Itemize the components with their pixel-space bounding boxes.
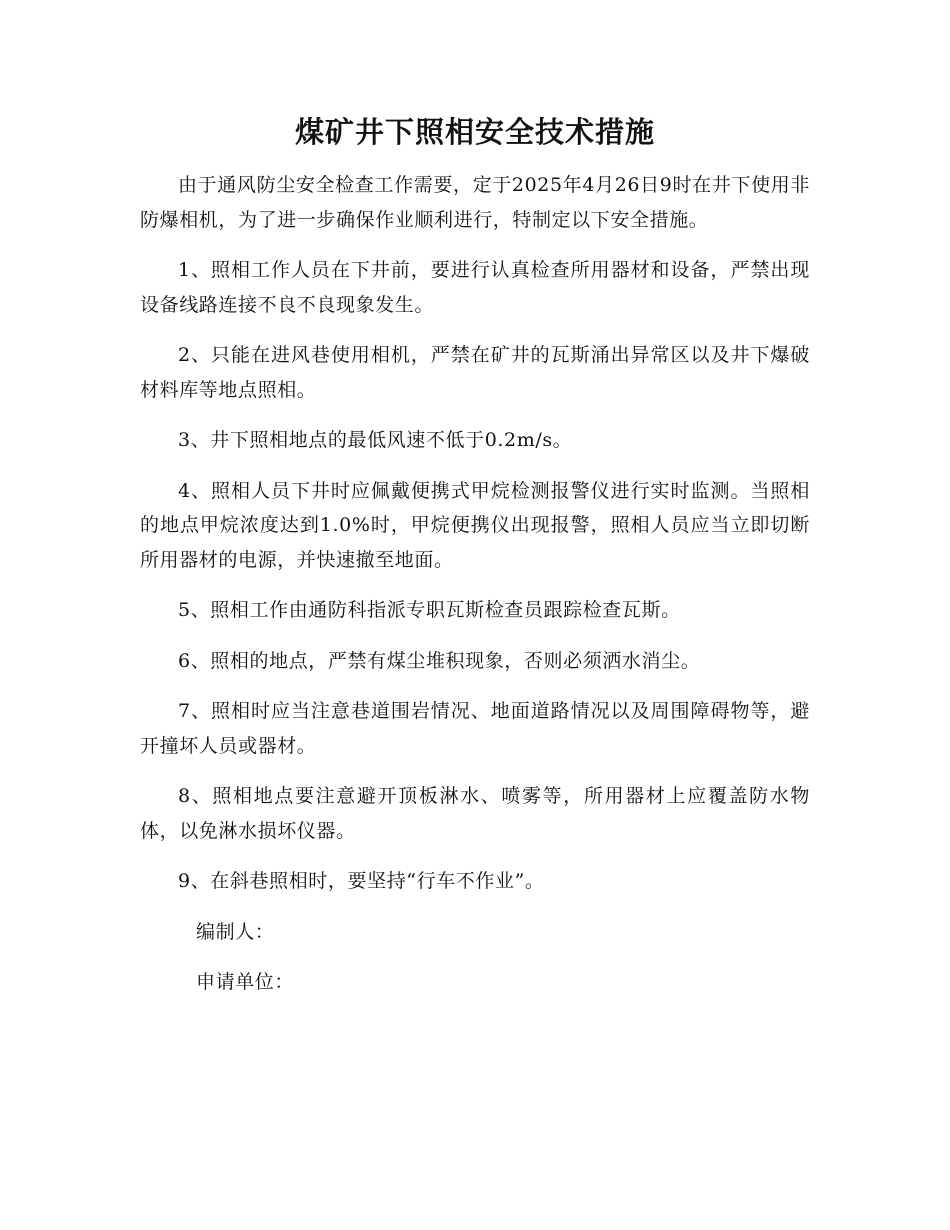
prepared-by-label: 编制人： [196,920,275,943]
document-page [140,110,810,1015]
measure-item-9: 9、在斜巷照相时，要坚持“行车不作业”。 [178,870,545,892]
measure-item-5: 5、照相工作由通防科指派专职瓦斯检查员跟踪检查瓦斯。 [178,599,681,621]
measure-item-3: 3、井下照相地点的最低风速不低于0.2m/s。 [178,429,573,451]
intro-paragraph: 由于通风防尘安全检查工作需要，定于2025年4月26日9时在井下使用非防爆相机，为了进一步确保作业顺利进行，特制定以下安全措施。 [140,174,810,231]
measure-item-2: 2、只能在进风巷使用相机，严禁在矿井的瓦斯涌出异常区以及井下爆破材料库等地点照相。 [140,344,810,401]
document-title: 煤矿井下照相安全技术措施 [294,115,655,149]
applicant-label: 申请单位： [196,970,295,993]
measure-item-4: 4、照相人员下井时应佩戴便携式甲烷检测报警仪进行实时监测。当照相的地点甲烷浓度达到1.0%时，甲烷便携仪出现报警，照相人员应当立即切断所用器材的电源，并快速撤至地面。 [140,479,810,571]
measure-item-1: 1、照相工作人员在下井前，要进行认真检查所用器材和设备，严禁出现设备线路连接不良不良现象发生。 [140,259,810,316]
measure-item-6: 6、照相的地点，严禁有煤尘堆积现象，否则必须洒水消尘。 [178,649,701,672]
measure-item-7: 7、照相时应当注意巷道围岩情况、地面道路情况以及周围障碍物等，避开撞坏人员或器材。 [140,700,810,757]
measure-item-8: 8、照相地点要注意避开顶板淋水、喷雾等，所用器材上应覆盖防水物体，以免淋水损坏仪器。 [140,785,810,842]
